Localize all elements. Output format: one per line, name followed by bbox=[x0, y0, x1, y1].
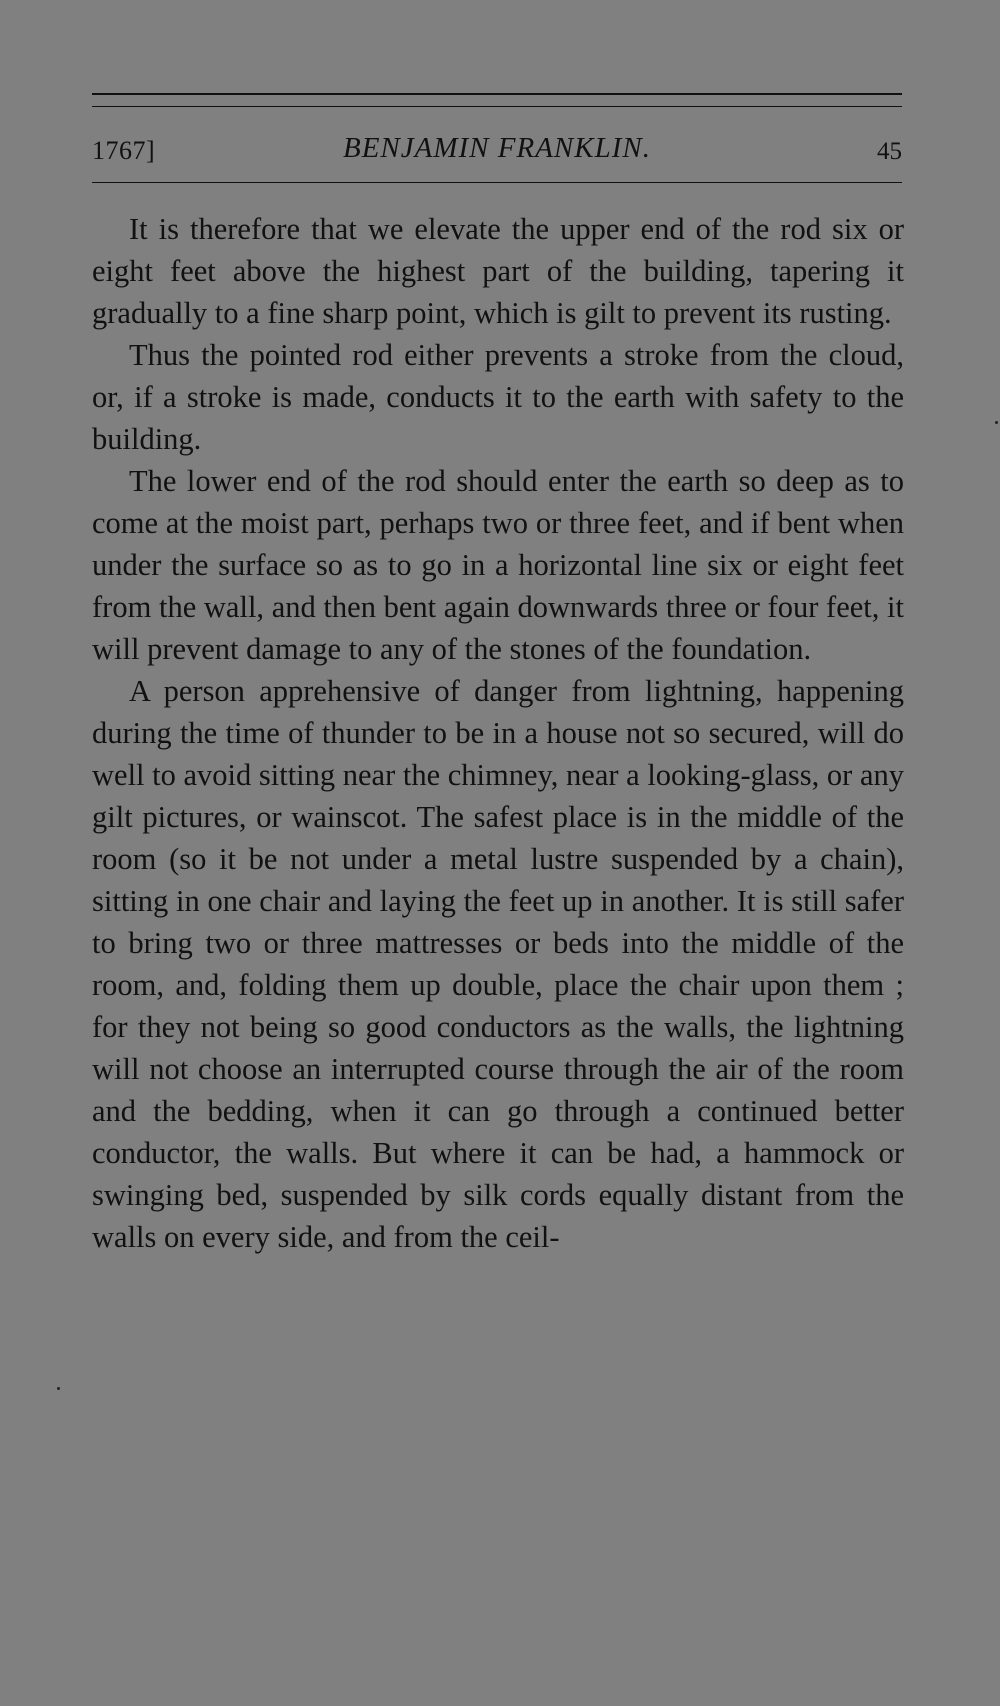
paragraph: The lower end of the rod should enter the earth so deep as to come at the moist part, perhaps two or three feet, and if bent when under the surface so as to go in a horizontal line six or eight feet from the wall, and then bent again downwards three or four feet, it will prevent damage to any of the stones of the foundation. bbox=[92, 464, 904, 666]
running-header bbox=[92, 130, 902, 174]
paragraph: A person apprehensive of danger from lightning, happening during the time of thunder to be in a house not so secured, will do well to avoid sitting near the chimney, near a looking-glass, or any gilt pictures, or wainscot. The safest place is in the middle of the room (so it be not under a metal lustre suspended by a chain), sitting in one chair and laying the feet up in another. It is still safer to bring two or three mattresses or beds into the middle of the room, and, folding them up double, place the chair upon them ; for they not being so good conductors as the walls, the lightning will not choose an interrupted course through the air of the room and the bedding, when it can go through a continued better conductor, the walls. But where it can be had, a hammock or swinging bed, suspended by silk cords equally distant from the walls on every side, and from the ceil- bbox=[92, 674, 904, 1254]
scan-speck bbox=[57, 1387, 60, 1390]
header-rule bbox=[92, 182, 902, 183]
body-text bbox=[92, 208, 904, 1258]
top-rule bbox=[92, 93, 902, 95]
page-number: 45 bbox=[877, 138, 902, 165]
scan-speck bbox=[995, 421, 998, 424]
top-rule-thin bbox=[92, 106, 902, 107]
header-year: 1767] bbox=[92, 136, 156, 165]
header-title: BENJAMIN FRANKLIN. bbox=[343, 132, 651, 164]
paragraph: It is therefore that we elevate the upper end of the rod six or eight feet above the highest part of the building, tapering it gradually to a fine sharp point, which is gilt to prevent its rusting. bbox=[92, 212, 904, 330]
paragraph: Thus the pointed rod either prevents a stroke from the cloud, or, if a stroke is made, conducts it to the earth with safety to the building. bbox=[92, 338, 904, 456]
